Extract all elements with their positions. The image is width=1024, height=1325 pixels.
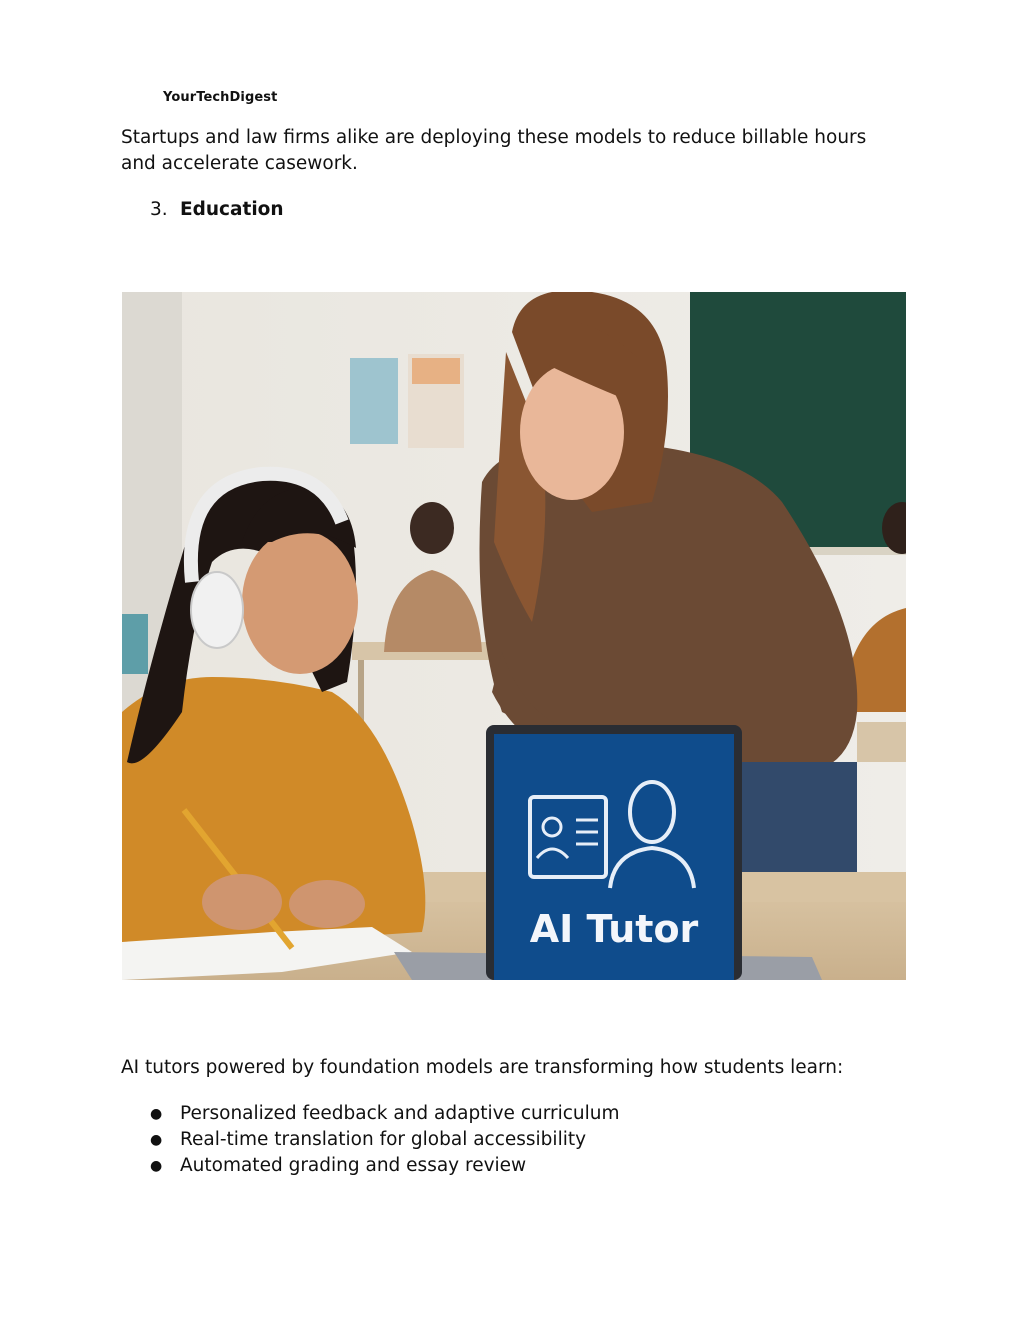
section-title: Education	[180, 199, 284, 220]
list-item: ● Personalized feedback and adaptive curriculum	[150, 1101, 620, 1127]
section-number: 3.	[150, 199, 168, 220]
bullet-icon: ●	[150, 1106, 163, 1122]
intro-paragraph: Startups and law firms alike are deploying these models to reduce billable hours and accelerate casework.	[121, 127, 867, 174]
classroom-photo	[122, 292, 906, 980]
body-paragraph: AI tutors powered by foundation models are transforming how students learn:	[121, 1057, 844, 1078]
list-item: ● Real-time translation for global accessibility	[150, 1127, 620, 1153]
bullet-icon: ●	[150, 1158, 163, 1174]
list-item: ● Automated grading and essay review	[150, 1153, 620, 1179]
brand-logo: YourTechDigest	[163, 90, 278, 105]
bullet-list	[150, 1101, 620, 1179]
laptop-screen-label: AI Tutor	[529, 907, 699, 951]
section-heading	[150, 197, 284, 223]
bullet-icon: ●	[150, 1132, 163, 1148]
